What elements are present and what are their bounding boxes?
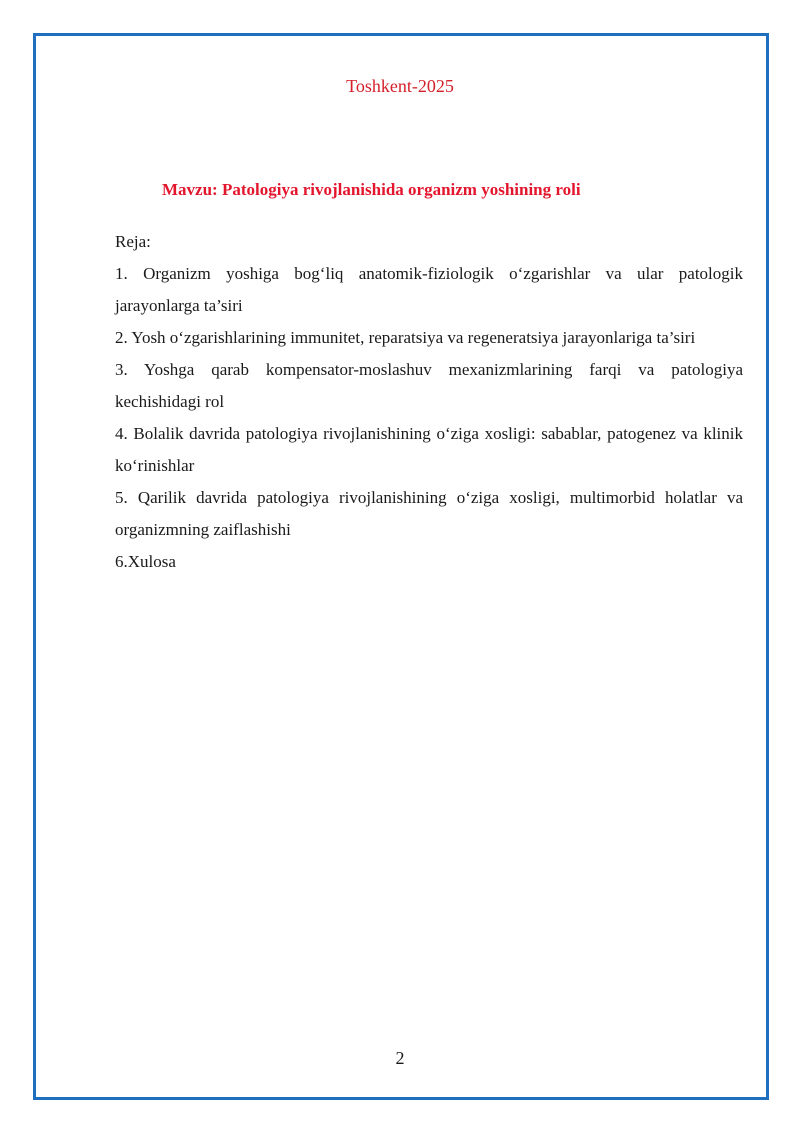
plan-item-5: 5. Qarilik davrida patologiya rivojlanishining o‘ziga xosligi, multimorbid holatlar va organizmning zaiflashishi <box>115 488 743 539</box>
page-number: 2 <box>395 1048 405 1068</box>
plan-item-6: 6.Xulosa <box>115 552 176 571</box>
plan-list <box>115 258 743 578</box>
plan-item-1: 1. Organizm yoshiga bog‘liq anatomik-fiziologik o‘zgarishlar va ular patologik jarayonlarga ta’siri <box>115 264 743 315</box>
plan-item-4: 4. Bolalik davrida patologiya rivojlanishining o‘ziga xosligi: sabablar, patogenez va klinik ko‘rinishlar <box>115 424 743 475</box>
topic-title: Mavzu: Patologiya rivojlanishida organizm yoshining roli <box>162 180 581 199</box>
plan-item-3: 3. Yoshga qarab kompensator-moslashuv mexanizmlarining farqi va patologiya kechishidagi rol <box>115 360 743 411</box>
plan-heading: Reja: <box>115 232 151 251</box>
plan-item-2: 2. Yosh o‘zgarishlarining immunitet, reparatsiya va regeneratsiya jarayonlariga ta’siri <box>115 328 696 347</box>
city-year-header: Toshkent-2025 <box>346 76 454 96</box>
plan-section <box>115 226 743 578</box>
